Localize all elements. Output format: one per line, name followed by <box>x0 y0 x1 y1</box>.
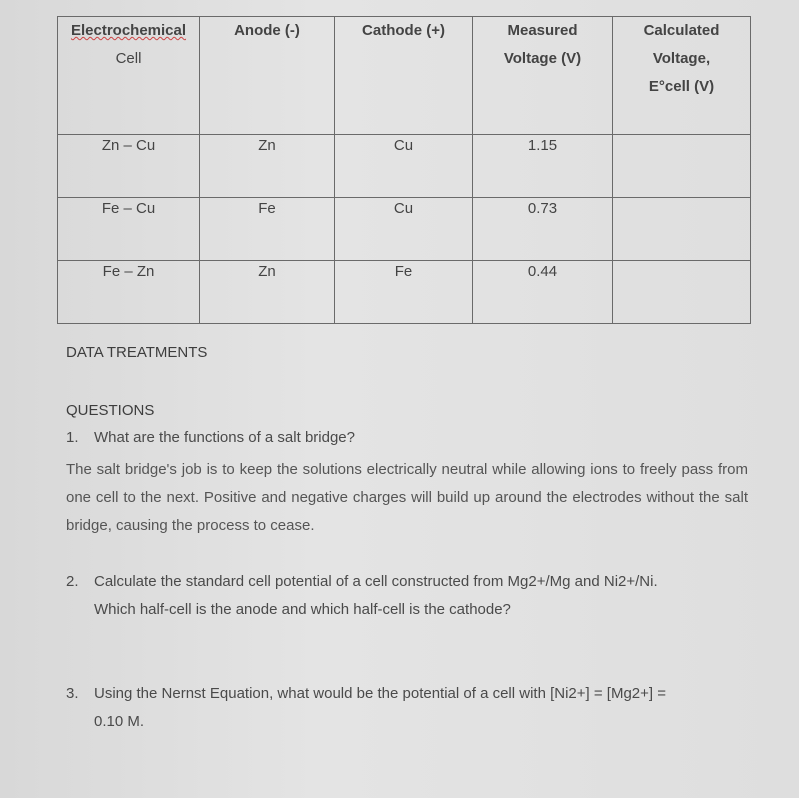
header-cathode-label: Cathode (+) <box>362 22 445 39</box>
question-2 <box>66 568 658 596</box>
question-3-line1: Using the Nernst Equation, what would be the potential of a cell with [Ni2+] = [Mg2+] = <box>94 685 666 702</box>
answer-1: The salt bridge's job is to keep the solutions electrically neutral while allowing ions to freely pass from one cell to the next. Positive and negative charges will build up around the electrodes without the salt bridge, causing the process to cease. <box>66 461 748 534</box>
cell-anode: Zn <box>200 261 335 324</box>
cell-measured: 0.44 <box>473 261 613 324</box>
question-3 <box>66 680 666 708</box>
header-cell-line1: Electrochemical <box>70 22 187 39</box>
cell-measured: 0.73 <box>473 198 613 261</box>
results-table <box>57 16 751 324</box>
cell-cathode: Cu <box>335 198 473 261</box>
header-anode <box>200 17 335 135</box>
question-3-line2: 0.10 M. <box>94 713 145 730</box>
question-1 <box>66 424 355 452</box>
question-1-text: What are the functions of a salt bridge? <box>94 429 355 446</box>
cell-anode: Zn <box>200 135 335 198</box>
question-3-number: 3. <box>66 685 79 702</box>
header-measured-line2: Voltage (V) <box>503 50 582 67</box>
question-2-number: 2. <box>66 573 79 590</box>
header-measured-voltage <box>473 17 613 135</box>
header-cell-line2: Cell <box>115 50 142 67</box>
cell-electrochemical: Fe – Cu <box>58 198 200 261</box>
cell-electrochemical: Zn – Cu <box>58 135 200 198</box>
data-treatments-heading: DATA TREATMENTS <box>66 344 208 361</box>
header-calculated-line3: E°cell (V) <box>648 78 715 95</box>
header-electrochemical-cell <box>58 17 200 135</box>
header-anode-label: Anode (-) <box>234 22 300 39</box>
question-2-line2: Which half-cell is the anode and which half-cell is the cathode? <box>94 601 511 618</box>
cell-cathode: Fe <box>335 261 473 324</box>
cell-electrochemical: Fe – Zn <box>58 261 200 324</box>
questions-heading: QUESTIONS <box>66 402 155 419</box>
table-row <box>58 135 751 198</box>
cell-anode: Fe <box>200 198 335 261</box>
question-1-number: 1. <box>66 429 79 446</box>
header-calculated-voltage <box>613 17 751 135</box>
header-cathode <box>335 17 473 135</box>
table-row <box>58 198 751 261</box>
table-row <box>58 261 751 324</box>
question-2-line1: Calculate the standard cell potential of a cell constructed from Mg2+/Mg and Ni2+/Ni. <box>94 573 658 590</box>
table-header-row <box>58 17 751 135</box>
header-measured-line1: Measured <box>507 22 578 39</box>
cell-calculated <box>613 135 751 198</box>
cell-calculated <box>613 261 751 324</box>
cell-measured: 1.15 <box>473 135 613 198</box>
header-calculated-line1: Calculated <box>643 22 720 39</box>
header-calculated-line2: Voltage, <box>652 50 711 67</box>
cell-cathode: Cu <box>335 135 473 198</box>
cell-calculated <box>613 198 751 261</box>
